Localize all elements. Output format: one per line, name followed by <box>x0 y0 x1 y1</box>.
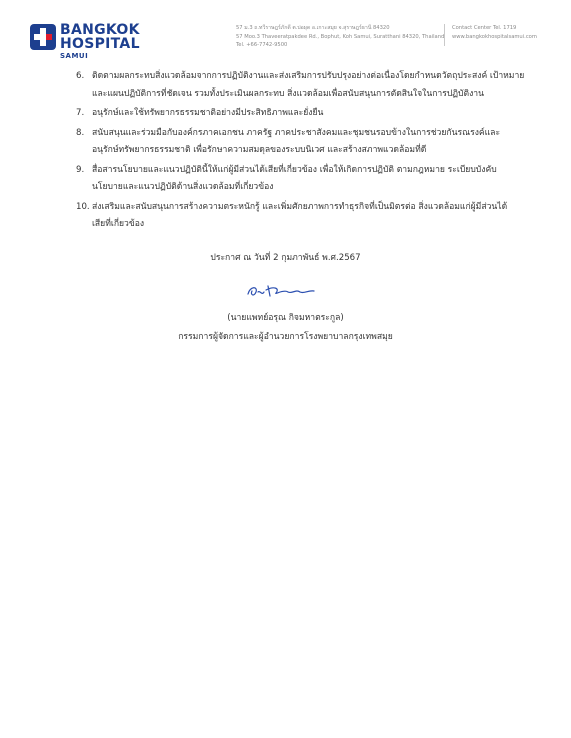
address-tel: Tel. +66-7742-9500 <box>236 42 288 49</box>
item-number: 6. <box>76 71 85 81</box>
list-item <box>76 125 526 160</box>
item-text <box>92 199 526 234</box>
item-text <box>92 162 526 197</box>
announcement-date: ประกาศ ณ วันที่ 2 กุมภาพันธ์ พ.ศ.2567 <box>210 253 361 263</box>
item-text <box>92 105 526 123</box>
signer-title: กรรมการผู้จัดการและผู้อำนวยการโรงพยาบาลกรุงเทพสมุย <box>178 332 393 342</box>
list-item <box>76 162 526 197</box>
address-thai: 57 ม.3 ถ.ทวีราษฎร์ภักดี ต.บ่อผุด อ.เกาะสมุย จ.สุราษฎร์ธานี 84320 <box>236 25 390 31</box>
item-line: สนับสนุนและร่วมมือกับองค์กรภาคเอกชน ภาครัฐ ภาคประชาสังคมและชุมชนรอบข้างในการช่วยกันรณรงค์และ <box>92 127 501 138</box>
hospital-logo-icon <box>30 24 56 50</box>
item-text <box>92 125 526 160</box>
item-line: ติดตามผลกระทบสิ่งแวดล้อมจากการปฏิบัติงานและส่งเสริมการปรับปรุงอย่างต่อเนื่องโดยกำหนดวัตถุประสงค์ เป้าหมาย <box>92 71 525 81</box>
item-number: 9. <box>76 164 85 175</box>
list-item <box>76 68 526 103</box>
item-number: 10. <box>76 201 90 212</box>
contact-center: Contact Center Tel. 1719 <box>452 25 517 31</box>
item-line: อนุรักษ์ทรัพยากรธรรมชาติ เพื่อรักษาความสมดุลของระบบนิเวศ และสร้างสภาพแวดล้อมที่ดี <box>92 145 427 155</box>
item-line: นโยบายและแนวปฏิบัติด้านสิ่งแวดล้อมที่เกี่ยวข้อง <box>92 182 274 192</box>
address-english: 57 Moo.3 Thaveeratpakdee Rd., Bophut, Koh Samui, Suratthani 84320, Thailand <box>236 33 445 40</box>
signer-name: (นายแพทย์อรุณ กิจมหาตระกูล) <box>227 313 344 323</box>
item-number: 8. <box>76 127 85 138</box>
item-number: 7. <box>76 108 85 118</box>
header-divider <box>444 24 445 46</box>
item-line: และแผนปฏิบัติการที่ชัดเจน รวมทั้งประเมินผลกระทบ สิ่งแวดล้อมเพื่อสนับสนุนการตัดสินใจในการปฏิบัติงาน <box>92 88 484 99</box>
header-address <box>236 24 444 50</box>
brand-name-line2: HOSPITAL <box>60 36 140 52</box>
list-item <box>76 105 526 123</box>
item-line: เสียที่เกี่ยวข้อง <box>92 219 145 229</box>
list-item <box>76 199 526 234</box>
policy-list <box>76 68 526 236</box>
brand-name-line1: BANGKOK <box>60 22 140 38</box>
item-line: สื่อสารนโยบายและแนวปฏิบัตินี้ให้แก่ผู้มีส่วนได้เสียที่เกี่ยวข้อง เพื่อให้เกิดการปฏิบัติ ตามกฎหมาย ระเบียบบังคับ <box>92 164 497 175</box>
website-link[interactable]: www.bangkokhospitalsamui.com <box>452 33 537 40</box>
item-text <box>92 68 526 103</box>
brand-name-line3: SAMUI <box>60 52 89 60</box>
item-line: อนุรักษ์และใช้ทรัพยากรธรรมชาติอย่างมีประสิทธิภาพและยั่งยืน <box>92 108 324 118</box>
signature-icon <box>244 280 324 302</box>
item-line: ส่งเสริมและสนับสนุนการสร้างความตระหนักรู้ และเพิ่มศักยภาพการทำธุรกิจที่เป็นมิตรต่อ สิ่งแวดล้อมแก่ผู้มีส่วนได้ <box>92 201 508 212</box>
header-contact <box>452 24 537 41</box>
